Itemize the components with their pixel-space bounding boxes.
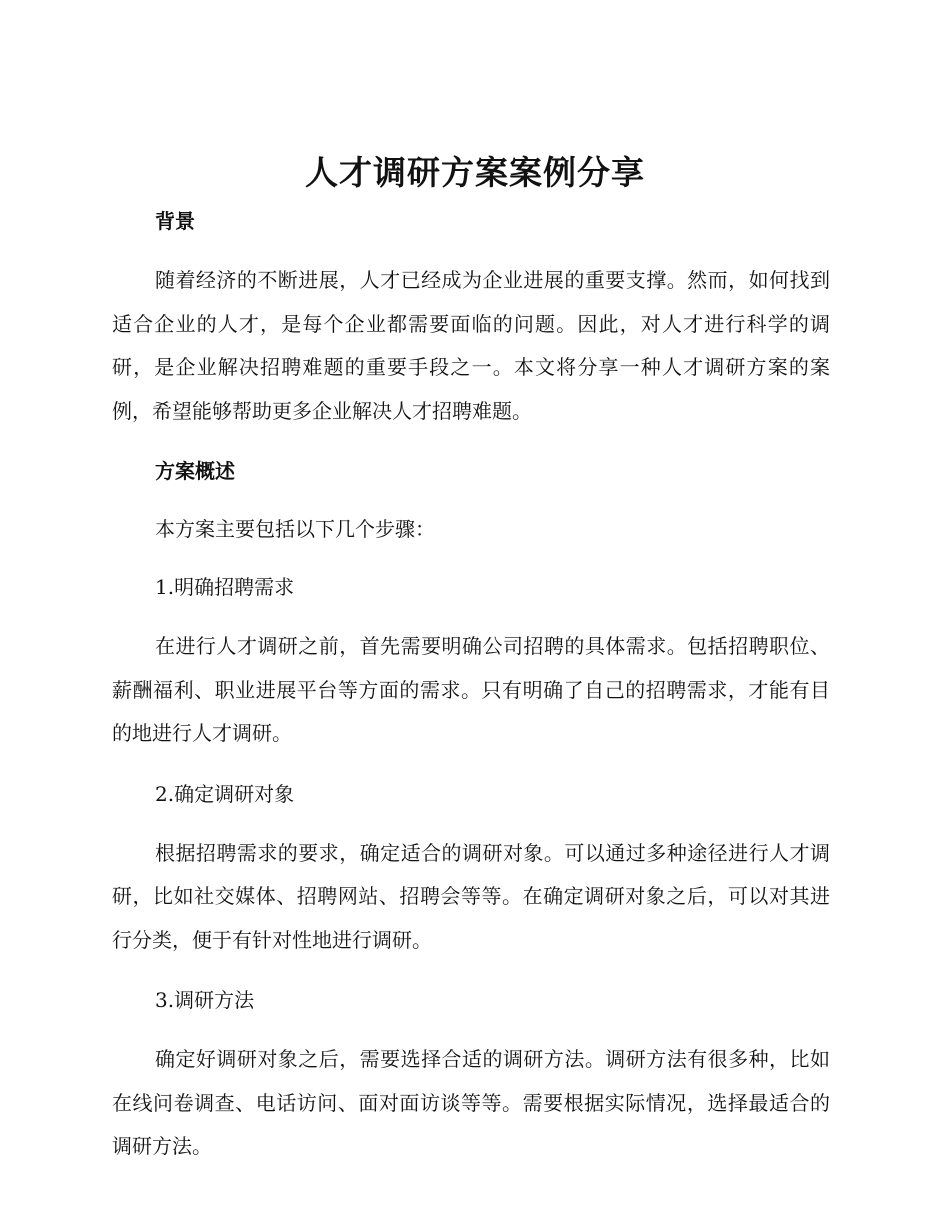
paragraph-background: 随着经济的不断进展，人才已经成为企业进展的重要支撑。然而，如何找到适合企业的人才，是每个企业都需要面临的问题。因此，对人才进行科学的调研，是企业解决招聘难题的重要手段之一。本文将分享一种人才调研方案的案例，希望能够帮助更多企业解决人才招聘难题。 (112, 268, 830, 423)
section-heading-background: 背景 (155, 209, 195, 233)
page-title: 人才调研方案案例分享 (305, 153, 645, 192)
paragraph-overview-intro: 本方案主要包括以下几个步骤： (155, 517, 435, 541)
step-title-1: 1.明确招聘需求 (155, 575, 295, 599)
paragraph-step-3: 确定好调研对象之后，需要选择合适的调研方法。调研方法有很多种，比如在线问卷调查、电话访问、面对面访谈等等。需要根据实际情况，选择最适合的调研方法。 (112, 1047, 830, 1158)
step-title-2: 2.确定调研对象 (155, 781, 295, 806)
paragraph-step-1: 在进行人才调研之前，首先需要明确公司招聘的具体需求。包括招聘职位、薪酬福利、职业进展平台等方面的需求。只有明确了自己的招聘需求，才能有目的地进行人才调研。 (112, 634, 830, 745)
document-body (112, 204, 830, 1169)
step-title-3: 3.调研方法 (155, 988, 255, 1012)
paragraph-step-2: 根据招聘需求的要求，确定适合的调研对象。可以通过多种途径进行人才调研，比如社交媒体、招聘网站、招聘会等等。在确定调研对象之后，可以对其进行分类，便于有针对性地进行调研。 (112, 840, 830, 952)
section-heading-overview: 方案概述 (155, 459, 235, 483)
